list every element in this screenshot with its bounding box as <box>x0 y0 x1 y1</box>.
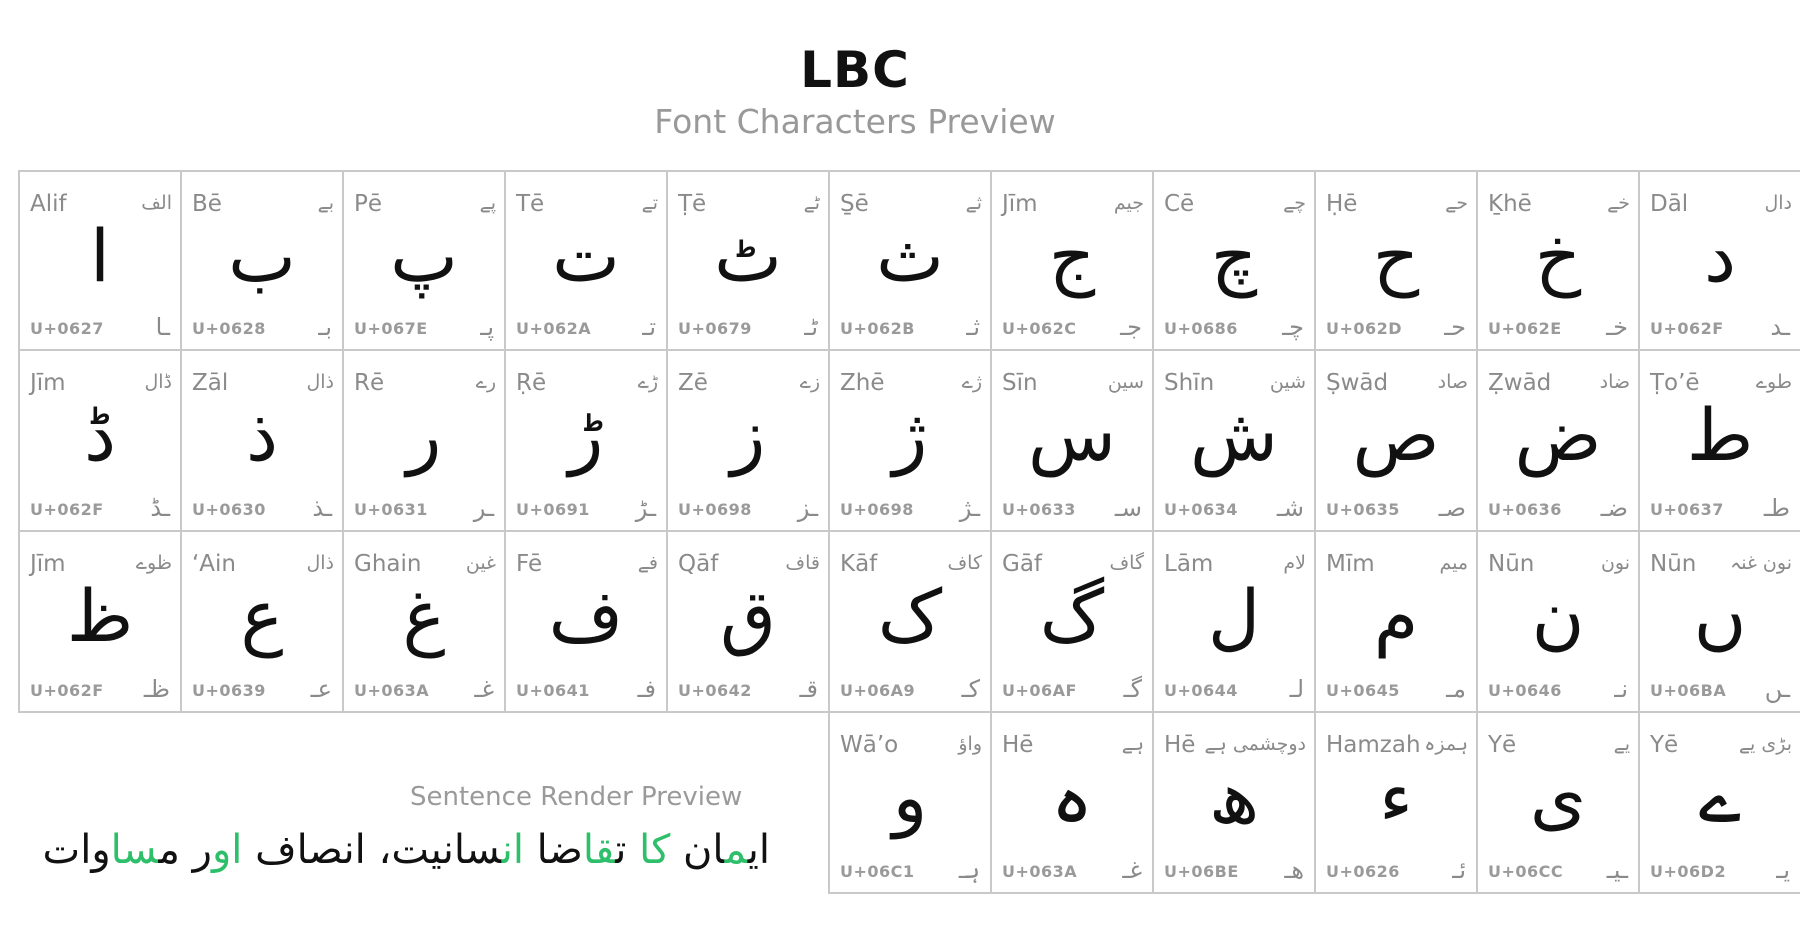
character-cell <box>828 713 990 894</box>
letter-contextual-form: ـر <box>473 494 494 522</box>
letter-glyph: س <box>1028 393 1116 477</box>
character-cell <box>1314 713 1476 894</box>
letter-glyph: م <box>1373 574 1419 658</box>
letter-glyph: ض <box>1514 393 1602 477</box>
unicode-codepoint: U+062F <box>1650 319 1724 338</box>
letter-glyph: ذ <box>245 393 279 477</box>
character-cell <box>828 532 990 713</box>
character-cell <box>828 351 990 532</box>
unicode-codepoint: U+062B <box>840 319 915 338</box>
highlighted-segment: سا <box>110 827 159 873</box>
letter-name: Dāl <box>1650 191 1689 217</box>
sentence-segment: ان <box>670 827 725 873</box>
character-cell <box>504 351 666 532</box>
letter-contextual-form: غـ <box>1122 856 1142 884</box>
unicode-codepoint: U+0646 <box>1488 681 1562 700</box>
letter-glyph: ق <box>720 574 776 658</box>
letter-name: Ẓwād <box>1488 370 1552 396</box>
character-cell <box>990 713 1152 894</box>
letter-name: Mīm <box>1326 551 1375 577</box>
character-cell <box>1476 351 1638 532</box>
letter-contextual-form: جـ <box>1120 313 1142 341</box>
letter-urdu-name: فے <box>637 552 658 574</box>
letter-urdu-name: یے <box>1613 733 1630 755</box>
letter-name: Ṛē <box>516 370 547 396</box>
unicode-codepoint: U+062D <box>1326 319 1403 338</box>
letter-urdu-name: کاف <box>947 552 982 574</box>
character-cell <box>1476 713 1638 894</box>
letter-name: Jīm <box>30 370 66 396</box>
letter-name: Gāf <box>1002 551 1043 577</box>
page-title: LBC <box>800 41 910 99</box>
unicode-codepoint: U+0633 <box>1002 500 1076 519</box>
unicode-codepoint: U+0630 <box>192 500 266 519</box>
character-cell <box>1476 532 1638 713</box>
unicode-codepoint: U+0635 <box>1326 500 1400 519</box>
character-cell <box>990 170 1152 351</box>
letter-glyph: ب <box>228 214 296 298</box>
character-grid <box>0 170 1800 900</box>
letter-name: Zāl <box>192 370 229 396</box>
letter-contextual-form: کـ <box>961 675 980 703</box>
letter-urdu-name: دال <box>1764 192 1792 214</box>
letter-name: ‘Ain <box>192 551 237 577</box>
letter-name: Ghain <box>354 551 422 577</box>
letter-urdu-name: ذال <box>306 552 334 574</box>
letter-glyph: ا <box>89 214 110 298</box>
letter-name: Zē <box>678 370 708 396</box>
sentence-preview-label: Sentence Render Preview <box>410 782 743 812</box>
letter-contextual-form: حـ <box>1444 313 1466 341</box>
letter-glyph: ح <box>1372 214 1420 298</box>
letter-urdu-name: بڑی یے <box>1738 733 1792 755</box>
letter-name: Rē <box>354 370 385 396</box>
unicode-codepoint: U+062F <box>30 500 104 519</box>
sentence-segment: ضا <box>523 827 583 873</box>
letter-glyph: ء <box>1379 755 1413 839</box>
unicode-codepoint: U+06D2 <box>1650 862 1727 881</box>
character-cell <box>342 170 504 351</box>
character-cell <box>1152 170 1314 351</box>
letter-name: Nūn <box>1488 551 1535 577</box>
character-cell <box>1152 713 1314 894</box>
letter-urdu-name: جیم <box>1113 192 1144 214</box>
letter-name: Hamzah <box>1326 732 1421 758</box>
character-cell <box>1638 351 1800 532</box>
character-cell <box>504 532 666 713</box>
sentence-segment: ای <box>747 827 770 873</box>
character-cell <box>180 351 342 532</box>
letter-contextual-form: ـں <box>1764 675 1790 703</box>
letter-name: S̱ē <box>840 191 869 217</box>
letter-contextual-form: ـذ <box>312 494 332 522</box>
letter-contextual-form: یـ <box>1776 856 1790 884</box>
letter-glyph: ے <box>1698 755 1742 839</box>
letter-glyph: ش <box>1190 393 1278 477</box>
letter-contextual-form: ـڈ <box>150 494 170 522</box>
letter-contextual-form: نـ <box>1614 675 1628 703</box>
letter-urdu-name: ژے <box>961 371 982 393</box>
letter-contextual-form: ـا <box>155 313 170 341</box>
letter-glyph: ل <box>1207 574 1261 658</box>
letter-urdu-name: غین <box>465 552 496 574</box>
letter-glyph: ھ <box>1208 755 1260 839</box>
letter-contextual-form: شـ <box>1276 494 1304 522</box>
letter-glyph: ہ <box>1050 755 1094 839</box>
letter-glyph: و <box>892 755 928 839</box>
letter-urdu-name: شین <box>1269 371 1306 393</box>
letter-name: Jīm <box>30 551 66 577</box>
unicode-codepoint: U+0636 <box>1488 500 1562 519</box>
letter-urdu-name: ظوے <box>135 552 172 574</box>
letter-urdu-name: ٹے <box>803 192 820 214</box>
letter-contextual-form: خـ <box>1606 313 1628 341</box>
letter-name: Jīm <box>1002 191 1038 217</box>
character-cell <box>18 170 180 351</box>
unicode-codepoint: U+0698 <box>840 500 914 519</box>
letter-urdu-name: رے <box>475 371 496 393</box>
letter-urdu-name: میم <box>1439 552 1468 574</box>
character-cell <box>504 170 666 351</box>
character-cell <box>1476 170 1638 351</box>
letter-name: Yē <box>1650 732 1679 758</box>
letter-name: Cē <box>1164 191 1195 217</box>
letter-name: Sīn <box>1002 370 1038 396</box>
letter-name: Ḵhē <box>1488 191 1532 217</box>
character-cell <box>180 170 342 351</box>
letter-glyph: ن <box>1531 574 1585 658</box>
letter-glyph: غ <box>402 574 446 658</box>
letter-urdu-name: دوچشمی ہے <box>1204 733 1306 755</box>
letter-urdu-name: صاد <box>1437 371 1468 393</box>
letter-urdu-name: حے <box>1445 192 1468 214</box>
letter-glyph: گ <box>1039 574 1105 658</box>
character-cell <box>180 532 342 713</box>
sentence-preview-text <box>42 822 770 878</box>
letter-contextual-form: طـ <box>1763 494 1790 522</box>
letter-contextual-form: گـ <box>1123 675 1142 703</box>
unicode-codepoint: U+0639 <box>192 681 266 700</box>
unicode-codepoint: U+0698 <box>678 500 752 519</box>
character-cell <box>342 351 504 532</box>
character-cell <box>666 351 828 532</box>
letter-urdu-name: ثے <box>965 192 982 214</box>
letter-name: Lām <box>1164 551 1214 577</box>
unicode-codepoint: U+0626 <box>1326 862 1400 881</box>
letter-contextual-form: مـ <box>1446 675 1466 703</box>
letter-urdu-name: خے <box>1607 192 1630 214</box>
sentence-segment: ر م <box>158 827 212 873</box>
letter-glyph: ظ <box>66 574 134 658</box>
unicode-codepoint: U+0628 <box>192 319 266 338</box>
letter-glyph: ر <box>406 393 442 477</box>
sentence-segment: ت <box>615 827 640 873</box>
letter-urdu-name: ذال <box>306 371 334 393</box>
letter-contextual-form: چـ <box>1282 313 1304 341</box>
letter-name: Nūn <box>1650 551 1697 577</box>
letter-urdu-name: ضاد <box>1599 371 1630 393</box>
letter-contextual-form: فـ <box>637 675 656 703</box>
sentence-segment: وات <box>42 827 111 873</box>
letter-contextual-form: سـ <box>1114 494 1142 522</box>
letter-contextual-form: لـ <box>1289 675 1304 703</box>
letter-name: Ṭo’ē <box>1650 370 1700 396</box>
letter-contextual-form: ثـ <box>966 313 980 341</box>
character-cell <box>1638 713 1800 894</box>
character-cell <box>1314 170 1476 351</box>
letter-glyph: ں <box>1693 574 1747 658</box>
letter-glyph: ف <box>548 574 624 658</box>
letter-glyph: ط <box>1686 393 1754 477</box>
character-cell <box>1314 532 1476 713</box>
letter-contextual-form: ہـ <box>958 856 980 884</box>
unicode-codepoint: U+0645 <box>1326 681 1400 700</box>
highlighted-segment: او <box>211 827 243 873</box>
unicode-codepoint: U+06A9 <box>840 681 916 700</box>
unicode-codepoint: U+063A <box>354 681 430 700</box>
character-cell <box>828 170 990 351</box>
unicode-codepoint: U+063A <box>1002 862 1078 881</box>
unicode-codepoint: U+0691 <box>516 500 590 519</box>
unicode-codepoint: U+0641 <box>516 681 590 700</box>
character-cell <box>990 532 1152 713</box>
letter-contextual-form: صـ <box>1438 494 1466 522</box>
letter-name: Wā’o <box>840 732 899 758</box>
letter-urdu-name: نون غنہ <box>1730 552 1792 574</box>
character-cell <box>342 532 504 713</box>
letter-glyph: ژ <box>892 393 928 477</box>
letter-urdu-name: سین <box>1107 371 1144 393</box>
letter-contextual-form: ـیـ <box>1606 856 1628 884</box>
letter-name: Ṣwād <box>1326 370 1389 396</box>
letter-glyph: ص <box>1352 393 1440 477</box>
letter-name: Kāf <box>840 551 878 577</box>
unicode-codepoint: U+062E <box>1488 319 1562 338</box>
letter-name: Bē <box>192 191 222 217</box>
page-subtitle: Font Characters Preview <box>654 102 1056 141</box>
letter-name: Shīn <box>1164 370 1215 396</box>
unicode-codepoint: U+06CC <box>1488 862 1564 881</box>
unicode-codepoint: U+0686 <box>1164 319 1238 338</box>
letter-glyph: ٹ <box>714 214 782 298</box>
letter-contextual-form: غـ <box>474 675 494 703</box>
character-cell <box>1152 351 1314 532</box>
unicode-codepoint: U+062A <box>516 319 592 338</box>
letter-urdu-name: بے <box>317 192 334 214</box>
letter-urdu-name: ہے <box>1121 733 1144 755</box>
unicode-codepoint: U+0631 <box>354 500 428 519</box>
letter-glyph: ث <box>876 214 944 298</box>
letter-glyph: ڑ <box>568 393 604 477</box>
letter-glyph: چ <box>1210 214 1258 298</box>
highlighted-segment: کا <box>639 827 671 873</box>
letter-name: Yē <box>1488 732 1517 758</box>
unicode-codepoint: U+062C <box>1002 319 1077 338</box>
letter-glyph: ع <box>240 574 284 658</box>
letter-name: Hē <box>1164 732 1196 758</box>
letter-contextual-form: بـ <box>318 313 332 341</box>
letter-urdu-name: طوے <box>1755 371 1792 393</box>
unicode-codepoint: U+06C1 <box>840 862 915 881</box>
letter-urdu-name: الف <box>141 192 172 214</box>
letter-glyph: د <box>1703 214 1737 298</box>
letter-urdu-name: پے <box>479 192 496 214</box>
letter-name: Fē <box>516 551 543 577</box>
letter-glyph: پ <box>390 214 458 298</box>
letter-urdu-name: تے <box>641 192 658 214</box>
letter-urdu-name: نون <box>1600 552 1630 574</box>
letter-name: Ḥē <box>1326 191 1358 217</box>
letter-name: Pē <box>354 191 383 217</box>
letter-name: Alif <box>30 191 67 217</box>
letter-contextual-form: ـز <box>797 494 818 522</box>
letter-urdu-name: گاف <box>1109 552 1144 574</box>
letter-urdu-name: چے <box>1283 192 1306 214</box>
letter-contextual-form: ئـ <box>1452 856 1466 884</box>
letter-glyph: ک <box>877 574 943 658</box>
character-cell <box>18 532 180 713</box>
letter-urdu-name: ہمزہ <box>1424 733 1468 755</box>
unicode-codepoint: U+0642 <box>678 681 752 700</box>
letter-contextual-form: پـ <box>480 313 494 341</box>
letter-name: Ṭē <box>678 191 707 217</box>
unicode-codepoint: U+06AF <box>1002 681 1077 700</box>
letter-contextual-form: ـد <box>1770 313 1790 341</box>
highlighted-segment: ان <box>501 827 524 873</box>
letter-name: Tē <box>516 191 545 217</box>
sentence-segment: سانیت، انصاف <box>242 827 502 873</box>
letter-contextual-form: ظـ <box>143 675 170 703</box>
letter-urdu-name: لام <box>1283 552 1306 574</box>
highlighted-segment: م <box>724 827 748 873</box>
letter-contextual-form: ٹـ <box>804 313 818 341</box>
character-cell <box>1314 351 1476 532</box>
letter-urdu-name: زے <box>799 371 820 393</box>
letter-name: Hē <box>1002 732 1034 758</box>
letter-name: Qāf <box>678 551 719 577</box>
unicode-codepoint: U+0637 <box>1650 500 1724 519</box>
letter-urdu-name: قاف <box>785 552 820 574</box>
letter-contextual-form: ـژ <box>959 494 980 522</box>
character-cell <box>990 351 1152 532</box>
letter-glyph: ی <box>1529 755 1587 839</box>
character-cell <box>18 351 180 532</box>
unicode-codepoint: U+0634 <box>1164 500 1238 519</box>
unicode-codepoint: U+06BE <box>1164 862 1239 881</box>
character-cell <box>1152 532 1314 713</box>
character-cell <box>1638 170 1800 351</box>
letter-name: Zhē <box>840 370 885 396</box>
letter-glyph: ج <box>1048 214 1096 298</box>
letter-urdu-name: ڈال <box>144 371 172 393</box>
letter-glyph: ڈ <box>83 393 117 477</box>
highlighted-segment: قا <box>582 827 616 873</box>
character-cell <box>666 532 828 713</box>
letter-contextual-form: ـڑ <box>635 494 656 522</box>
letter-glyph: ت <box>552 214 620 298</box>
letter-contextual-form: عـ <box>310 675 332 703</box>
unicode-codepoint: U+067E <box>354 319 428 338</box>
letter-urdu-name: واؤ <box>958 733 982 755</box>
unicode-codepoint: U+062F <box>30 681 104 700</box>
unicode-codepoint: U+0679 <box>678 319 752 338</box>
letter-contextual-form: تـ <box>642 313 656 341</box>
letter-contextual-form: قـ <box>799 675 818 703</box>
character-cell <box>1638 532 1800 713</box>
unicode-codepoint: U+0627 <box>30 319 104 338</box>
letter-glyph: خ <box>1534 214 1582 298</box>
letter-urdu-name: ڑے <box>637 371 658 393</box>
letter-contextual-form: ضـ <box>1600 494 1628 522</box>
unicode-codepoint: U+06BA <box>1650 681 1727 700</box>
unicode-codepoint: U+0644 <box>1164 681 1238 700</box>
letter-contextual-form: ھـ <box>1284 856 1304 884</box>
character-cell <box>666 170 828 351</box>
letter-glyph: ز <box>730 393 766 477</box>
